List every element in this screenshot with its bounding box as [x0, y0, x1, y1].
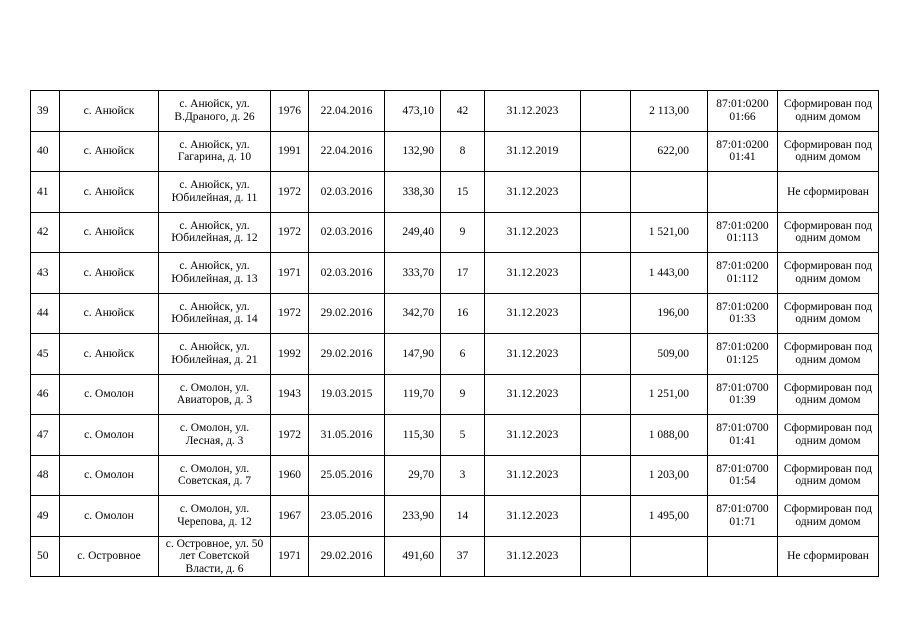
- row-number-cell: 47: [31, 415, 60, 456]
- land-area-cell: 1 203,00: [631, 455, 708, 496]
- survey-date-cell: 29.02.2016: [309, 293, 385, 334]
- row-number-cell: 39: [31, 91, 60, 132]
- area-cell: 29,70: [385, 455, 441, 496]
- blank-cell: [581, 334, 631, 375]
- address-cell: с. Анюйск, ул. Юбилейная, д. 14: [159, 293, 271, 334]
- row-number-cell: 50: [31, 536, 60, 577]
- row-number-cell: 48: [31, 455, 60, 496]
- settlement-cell: с. Омолон: [60, 455, 159, 496]
- resident-count-cell: 8: [441, 131, 485, 172]
- land-area-cell: [631, 536, 708, 577]
- area-cell: 233,90: [385, 496, 441, 537]
- table-row: [31, 91, 879, 132]
- survey-date-cell: 02.03.2016: [309, 172, 385, 213]
- address-cell: с. Анюйск, ул. Юбилейная, д. 12: [159, 212, 271, 253]
- land-area-cell: 1 495,00: [631, 496, 708, 537]
- blank-cell: [581, 172, 631, 213]
- address-cell: с. Анюйск, ул. В.Драного, д. 26: [159, 91, 271, 132]
- blank-cell: [581, 496, 631, 537]
- survey-date-cell: 22.04.2016: [309, 91, 385, 132]
- settlement-cell: с. Анюйск: [60, 293, 159, 334]
- area-cell: 342,70: [385, 293, 441, 334]
- year-built-cell: 1971: [271, 253, 309, 294]
- land-area-cell: 1 251,00: [631, 374, 708, 415]
- table-row: [31, 172, 879, 213]
- cadastral-number-cell: 87:01:0200 01:125: [708, 334, 778, 375]
- table-row: [31, 415, 879, 456]
- deadline-date-cell: 31.12.2023: [485, 374, 581, 415]
- blank-cell: [581, 91, 631, 132]
- address-cell: с. Анюйск, ул. Юбилейная, д. 11: [159, 172, 271, 213]
- land-status-cell: Не сформирован: [778, 536, 879, 577]
- year-built-cell: 1976: [271, 91, 309, 132]
- survey-date-cell: 02.03.2016: [309, 253, 385, 294]
- year-built-cell: 1971: [271, 536, 309, 577]
- row-number-cell: 46: [31, 374, 60, 415]
- row-number-cell: 41: [31, 172, 60, 213]
- resident-count-cell: 42: [441, 91, 485, 132]
- land-area-cell: 2 113,00: [631, 91, 708, 132]
- land-area-cell: [631, 172, 708, 213]
- year-built-cell: 1960: [271, 455, 309, 496]
- table-row: [31, 131, 879, 172]
- blank-cell: [581, 293, 631, 334]
- blank-cell: [581, 374, 631, 415]
- year-built-cell: 1972: [271, 172, 309, 213]
- area-cell: 119,70: [385, 374, 441, 415]
- land-area-cell: 1 443,00: [631, 253, 708, 294]
- area-cell: 473,10: [385, 91, 441, 132]
- area-cell: 249,40: [385, 212, 441, 253]
- table-row: [31, 253, 879, 294]
- address-cell: с. Анюйск, ул. Гагарина, д. 10: [159, 131, 271, 172]
- year-built-cell: 1967: [271, 496, 309, 537]
- land-status-cell: Сформирован под одним домом: [778, 374, 879, 415]
- settlement-cell: с. Анюйск: [60, 212, 159, 253]
- table-row: [31, 334, 879, 375]
- land-area-cell: 1 088,00: [631, 415, 708, 456]
- address-cell: с. Омолон, ул. Лесная, д. 3: [159, 415, 271, 456]
- housing-registry-table: [30, 90, 879, 577]
- row-number-cell: 49: [31, 496, 60, 537]
- area-cell: 491,60: [385, 536, 441, 577]
- table-row: [31, 496, 879, 537]
- land-status-cell: Сформирован под одним домом: [778, 253, 879, 294]
- land-status-cell: Не сформирован: [778, 172, 879, 213]
- row-number-cell: 45: [31, 334, 60, 375]
- cadastral-number-cell: 87:01:0200 01:113: [708, 212, 778, 253]
- year-built-cell: 1943: [271, 374, 309, 415]
- land-status-cell: Сформирован под одним домом: [778, 455, 879, 496]
- cadastral-number-cell: 87:01:0200 01:112: [708, 253, 778, 294]
- deadline-date-cell: 31.12.2023: [485, 334, 581, 375]
- blank-cell: [581, 536, 631, 577]
- table-row: [31, 374, 879, 415]
- land-status-cell: Сформирован под одним домом: [778, 91, 879, 132]
- deadline-date-cell: 31.12.2023: [485, 212, 581, 253]
- land-status-cell: Сформирован под одним домом: [778, 496, 879, 537]
- area-cell: 147,90: [385, 334, 441, 375]
- deadline-date-cell: 31.12.2023: [485, 91, 581, 132]
- cadastral-number-cell: 87:01:0200 01:41: [708, 131, 778, 172]
- resident-count-cell: 14: [441, 496, 485, 537]
- area-cell: 338,30: [385, 172, 441, 213]
- settlement-cell: с. Омолон: [60, 496, 159, 537]
- row-number-cell: 44: [31, 293, 60, 334]
- deadline-date-cell: 31.12.2023: [485, 172, 581, 213]
- settlement-cell: с. Анюйск: [60, 91, 159, 132]
- survey-date-cell: 19.03.2015: [309, 374, 385, 415]
- blank-cell: [581, 253, 631, 294]
- cadastral-number-cell: [708, 536, 778, 577]
- year-built-cell: 1991: [271, 131, 309, 172]
- resident-count-cell: 16: [441, 293, 485, 334]
- cadastral-number-cell: 87:01:0700 01:41: [708, 415, 778, 456]
- land-area-cell: 509,00: [631, 334, 708, 375]
- survey-date-cell: 02.03.2016: [309, 212, 385, 253]
- table-row: [31, 293, 879, 334]
- address-cell: с. Анюйск, ул. Юбилейная, д. 13: [159, 253, 271, 294]
- deadline-date-cell: 31.12.2023: [485, 253, 581, 294]
- deadline-date-cell: 31.12.2023: [485, 415, 581, 456]
- year-built-cell: 1972: [271, 415, 309, 456]
- settlement-cell: с. Анюйск: [60, 131, 159, 172]
- blank-cell: [581, 131, 631, 172]
- blank-cell: [581, 212, 631, 253]
- area-cell: 115,30: [385, 415, 441, 456]
- address-cell: с. Омолон, ул. Авиаторов, д. 3: [159, 374, 271, 415]
- blank-cell: [581, 415, 631, 456]
- survey-date-cell: 25.05.2016: [309, 455, 385, 496]
- resident-count-cell: 3: [441, 455, 485, 496]
- resident-count-cell: 15: [441, 172, 485, 213]
- table-row: [31, 536, 879, 577]
- settlement-cell: с. Островное: [60, 536, 159, 577]
- land-status-cell: Сформирован под одним домом: [778, 131, 879, 172]
- table-body: [31, 91, 879, 577]
- land-area-cell: 196,00: [631, 293, 708, 334]
- deadline-date-cell: 31.12.2023: [485, 496, 581, 537]
- deadline-date-cell: 31.12.2023: [485, 293, 581, 334]
- address-cell: с. Анюйск, ул. Юбилейная, д. 21: [159, 334, 271, 375]
- area-cell: 333,70: [385, 253, 441, 294]
- resident-count-cell: 9: [441, 374, 485, 415]
- resident-count-cell: 9: [441, 212, 485, 253]
- settlement-cell: с. Анюйск: [60, 172, 159, 213]
- year-built-cell: 1972: [271, 212, 309, 253]
- deadline-date-cell: 31.12.2023: [485, 536, 581, 577]
- table-row: [31, 455, 879, 496]
- cadastral-number-cell: 87:01:0700 01:39: [708, 374, 778, 415]
- settlement-cell: с. Анюйск: [60, 334, 159, 375]
- cadastral-number-cell: 87:01:0200 01:33: [708, 293, 778, 334]
- land-status-cell: Сформирован под одним домом: [778, 415, 879, 456]
- land-status-cell: Сформирован под одним домом: [778, 212, 879, 253]
- settlement-cell: с. Анюйск: [60, 253, 159, 294]
- resident-count-cell: 6: [441, 334, 485, 375]
- address-cell: с. Омолон, ул. Советская, д. 7: [159, 455, 271, 496]
- deadline-date-cell: 31.12.2023: [485, 455, 581, 496]
- settlement-cell: с. Омолон: [60, 374, 159, 415]
- resident-count-cell: 37: [441, 536, 485, 577]
- address-cell: с. Омолон, ул. Черепова, д. 12: [159, 496, 271, 537]
- table-row: [31, 212, 879, 253]
- blank-cell: [581, 455, 631, 496]
- year-built-cell: 1992: [271, 334, 309, 375]
- area-cell: 132,90: [385, 131, 441, 172]
- land-status-cell: Сформирован под одним домом: [778, 334, 879, 375]
- survey-date-cell: 29.02.2016: [309, 334, 385, 375]
- land-area-cell: 622,00: [631, 131, 708, 172]
- year-built-cell: 1972: [271, 293, 309, 334]
- cadastral-number-cell: 87:01:0700 01:54: [708, 455, 778, 496]
- survey-date-cell: 22.04.2016: [309, 131, 385, 172]
- resident-count-cell: 5: [441, 415, 485, 456]
- survey-date-cell: 31.05.2016: [309, 415, 385, 456]
- land-status-cell: Сформирован под одним домом: [778, 293, 879, 334]
- survey-date-cell: 23.05.2016: [309, 496, 385, 537]
- cadastral-number-cell: [708, 172, 778, 213]
- row-number-cell: 42: [31, 212, 60, 253]
- cadastral-number-cell: 87:01:0200 01:66: [708, 91, 778, 132]
- survey-date-cell: 29.02.2016: [309, 536, 385, 577]
- cadastral-number-cell: 87:01:0700 01:71: [708, 496, 778, 537]
- resident-count-cell: 17: [441, 253, 485, 294]
- deadline-date-cell: 31.12.2019: [485, 131, 581, 172]
- land-area-cell: 1 521,00: [631, 212, 708, 253]
- address-cell: с. Островное, ул. 50 лет Советской Власти, д. 6: [159, 536, 271, 577]
- row-number-cell: 40: [31, 131, 60, 172]
- settlement-cell: с. Омолон: [60, 415, 159, 456]
- row-number-cell: 43: [31, 253, 60, 294]
